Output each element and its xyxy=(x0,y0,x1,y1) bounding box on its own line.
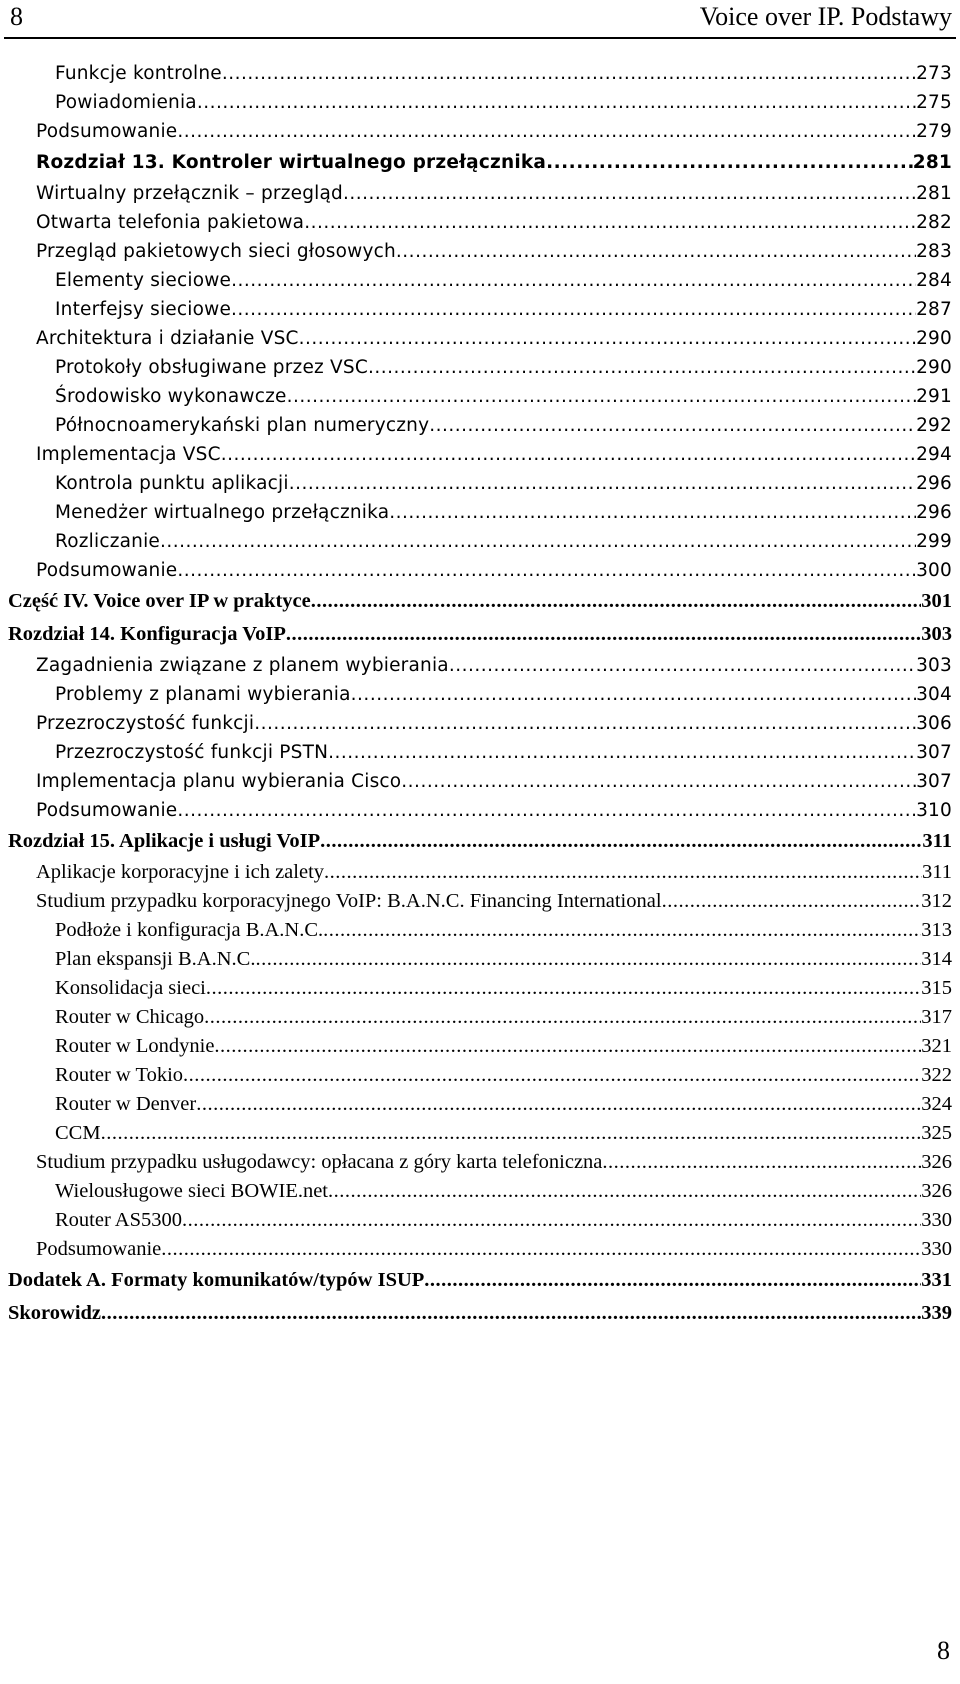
toc-entry-label: Podsumowanie xyxy=(36,121,178,142)
toc-entry-label: Podsumowanie xyxy=(36,1238,162,1260)
toc-entry[interactable] xyxy=(0,59,960,88)
toc-entry-label: Studium przypadku usługodawcy: opłacana z góry karta telefoniczna xyxy=(36,1151,603,1173)
toc-entry-label: Plan ekspansji B.A.N.C. xyxy=(55,948,256,970)
toc-entry-label: Menedżer wirtualnego przełącznika xyxy=(55,502,390,523)
toc-leader-dots xyxy=(231,266,916,295)
toc-entry-page: 287 xyxy=(916,299,952,320)
toc-leader-dots xyxy=(389,498,916,527)
header-page-number: 8 xyxy=(10,2,23,31)
toc-leader-dots xyxy=(320,825,922,858)
toc-leader-dots xyxy=(662,887,922,916)
toc-entry[interactable] xyxy=(0,1090,960,1119)
toc-entry[interactable] xyxy=(0,295,960,324)
toc-entry-label: Implementacja VSC xyxy=(36,444,221,465)
toc-entry-page: 324 xyxy=(921,1093,952,1115)
toc-entry-page: 307 xyxy=(916,771,952,792)
toc-leader-dots xyxy=(183,1061,921,1090)
toc-entry-label: Problemy z planami wybierania xyxy=(55,684,351,705)
toc-leader-dots xyxy=(289,469,916,498)
toc-entry-label: Aplikacje korporacyjne i ich zalety xyxy=(36,861,325,883)
toc-entry-page: 294 xyxy=(916,444,952,465)
toc-entry[interactable] xyxy=(0,767,960,796)
toc-entry-label: Protokoły obsługiwane przez VSC xyxy=(55,357,368,378)
toc-entry-label: Część IV. Voice over IP w praktyce xyxy=(8,590,311,612)
toc-entry-label: Podsumowanie xyxy=(36,800,178,821)
toc-leader-dots xyxy=(429,411,916,440)
toc-leader-dots xyxy=(255,945,921,974)
toc-entry-label: Otwarta telefonia pakietowa xyxy=(36,212,305,233)
toc-leader-dots xyxy=(602,1148,921,1177)
toc-leader-dots xyxy=(449,651,916,680)
toc-chapter-entry[interactable] xyxy=(0,825,960,858)
toc-leader-dots xyxy=(177,796,916,825)
toc-leader-dots xyxy=(182,1206,921,1235)
toc-entry-label: Router w Londynie xyxy=(55,1035,215,1057)
toc-chapter-entry[interactable] xyxy=(0,1264,960,1297)
toc-entry-label: Funkcje kontrolne xyxy=(55,63,222,84)
toc-entry-page: 296 xyxy=(916,502,952,523)
toc-entry[interactable] xyxy=(0,117,960,146)
toc-entry-label: Router w Tokio xyxy=(55,1064,184,1086)
toc-entry-page: 330 xyxy=(921,1238,952,1260)
toc-leader-dots xyxy=(323,916,921,945)
toc-entry-label: Dodatek A. Formaty komunikatów/typów ISUP xyxy=(8,1269,425,1291)
toc-entry-page: 311 xyxy=(922,830,952,852)
toc-entry-page: 299 xyxy=(916,531,952,552)
toc-entry[interactable] xyxy=(0,1177,960,1206)
toc-entry-page: 325 xyxy=(921,1122,952,1144)
toc-entry-label: Router AS5300 xyxy=(55,1209,182,1231)
toc-entry-page: 312 xyxy=(921,890,952,912)
toc-entry-label: Router w Chicago xyxy=(55,1006,205,1028)
toc-entry-label: Skorowidz xyxy=(8,1302,102,1324)
toc-entry[interactable] xyxy=(0,498,960,527)
toc-entry-page: 303 xyxy=(916,655,952,676)
toc-entry-label: Rozdział 15. Aplikacje i usługi VoIP xyxy=(8,830,321,852)
toc-leader-dots xyxy=(101,1297,921,1330)
toc-entry-page: 321 xyxy=(921,1035,952,1057)
toc-entry[interactable] xyxy=(0,469,960,498)
toc-entry[interactable] xyxy=(0,324,960,353)
toc-entry-page: 284 xyxy=(916,270,952,291)
toc-leader-dots xyxy=(222,59,916,88)
toc-entry-label: Rozdział 14. Konfiguracja VoIP xyxy=(8,623,286,645)
toc-leader-dots xyxy=(286,618,921,651)
toc-leader-dots xyxy=(221,440,916,469)
toc-entry[interactable] xyxy=(0,1061,960,1090)
toc-leader-dots xyxy=(424,1264,921,1297)
toc-entry-page: 326 xyxy=(921,1180,952,1202)
toc-entry[interactable] xyxy=(0,1003,960,1032)
toc-leader-dots xyxy=(214,1032,921,1061)
toc-entry-page: 330 xyxy=(921,1209,952,1231)
toc-entry-label: Północnoamerykański plan numeryczny xyxy=(55,415,430,436)
toc-entry[interactable] xyxy=(0,945,960,974)
toc-leader-dots xyxy=(299,324,916,353)
toc-entry-label: Powiadomienia xyxy=(55,92,197,113)
toc-leader-dots xyxy=(311,585,922,618)
toc-entry-page: 301 xyxy=(921,590,952,612)
toc-entry-page: 283 xyxy=(916,241,952,262)
toc-leader-dots xyxy=(206,974,921,1003)
toc-leader-dots xyxy=(177,556,916,585)
toc-entry[interactable] xyxy=(0,1148,960,1177)
toc-entry-label: Przezroczystość funkcji PSTN xyxy=(55,742,329,763)
toc-entry-page: 317 xyxy=(921,1006,952,1028)
toc-chapter-entry[interactable] xyxy=(0,585,960,618)
toc-entry[interactable] xyxy=(0,556,960,585)
toc-entry-label: Zagadnienia związane z planem wybierania xyxy=(36,655,449,676)
toc-leader-dots xyxy=(254,709,916,738)
footer-page-number: 8 xyxy=(937,1636,950,1665)
toc-chapter-entry[interactable] xyxy=(0,1297,960,1330)
toc-leader-dots xyxy=(343,179,916,208)
toc-entry-page: 281 xyxy=(912,152,952,173)
toc-entry[interactable] xyxy=(0,974,960,1003)
header-rule xyxy=(4,37,956,39)
toc-entry-page: 279 xyxy=(916,121,952,142)
toc-leader-dots xyxy=(401,767,916,796)
toc-leader-dots xyxy=(161,1235,921,1264)
toc-entry-label: Kontrola punktu aplikacji xyxy=(55,473,289,494)
toc-leader-dots xyxy=(351,680,916,709)
toc-entry[interactable] xyxy=(0,916,960,945)
toc-entry-label: Wielousługowe sieci BOWIE.net xyxy=(55,1180,329,1202)
toc-entry[interactable] xyxy=(0,88,960,117)
toc-entry-page: 314 xyxy=(921,948,952,970)
toc-entry-page: 292 xyxy=(916,415,952,436)
toc-leader-dots xyxy=(546,146,913,179)
toc-leader-dots xyxy=(396,237,916,266)
toc-entry-label: Środowisko wykonawcze xyxy=(55,386,287,407)
toc-leader-dots xyxy=(231,295,916,324)
toc-entry-page: 322 xyxy=(921,1064,952,1086)
running-title: Voice over IP. Podstawy xyxy=(699,2,952,31)
toc-chapter-entry[interactable] xyxy=(0,146,960,179)
toc-leader-dots xyxy=(197,88,916,117)
toc-entry-page: 281 xyxy=(916,183,952,204)
toc-entry-page: 296 xyxy=(916,473,952,494)
toc-entry-page: 304 xyxy=(916,684,952,705)
toc-entry-page: 310 xyxy=(916,800,952,821)
toc-leader-dots xyxy=(177,117,916,146)
toc-entry[interactable] xyxy=(0,382,960,411)
toc-entry[interactable] xyxy=(0,796,960,825)
toc-entry[interactable] xyxy=(0,440,960,469)
table-of-contents xyxy=(0,59,960,1330)
toc-entry[interactable] xyxy=(0,738,960,767)
toc-entry-label: Rozdział 13. Kontroler wirtualnego przełącznika xyxy=(36,152,547,173)
toc-entry-label: Rozliczanie xyxy=(55,531,160,552)
toc-entry-label: Studium przypadku korporacyjnego VoIP: B.A.N.C. Financing International xyxy=(36,890,662,912)
toc-entry-page: 300 xyxy=(916,560,952,581)
toc-entry-label: Wirtualny przełącznik – przegląd xyxy=(36,183,343,204)
toc-entry[interactable] xyxy=(0,1235,960,1264)
toc-entry[interactable] xyxy=(0,411,960,440)
toc-entry-label: Architektura i działanie VSC xyxy=(36,328,299,349)
toc-entry[interactable] xyxy=(0,208,960,237)
toc-chapter-entry[interactable] xyxy=(0,618,960,651)
toc-entry-label: Przezroczystość funkcji xyxy=(36,713,255,734)
toc-entry[interactable] xyxy=(0,680,960,709)
toc-entry-page: 311 xyxy=(922,861,952,883)
toc-entry[interactable] xyxy=(0,651,960,680)
toc-entry[interactable] xyxy=(0,353,960,382)
toc-entry-page: 339 xyxy=(921,1302,952,1324)
toc-entry-page: 331 xyxy=(921,1269,952,1291)
toc-entry-page: 306 xyxy=(916,713,952,734)
toc-leader-dots xyxy=(328,738,916,767)
toc-entry-label: Przegląd pakietowych sieci głosowych xyxy=(36,241,396,262)
toc-entry-page: 315 xyxy=(921,977,952,999)
toc-entry-page: 291 xyxy=(916,386,952,407)
toc-entry[interactable] xyxy=(0,237,960,266)
toc-entry[interactable] xyxy=(0,1206,960,1235)
toc-entry-label: Konsolidacja sieci xyxy=(55,977,206,999)
toc-entry-page: 303 xyxy=(921,623,952,645)
toc-entry-page: 326 xyxy=(921,1151,952,1173)
toc-entry-label: Elementy sieciowe xyxy=(55,270,232,291)
toc-leader-dots xyxy=(324,858,922,887)
toc-leader-dots xyxy=(160,527,916,556)
toc-entry-page: 290 xyxy=(916,328,952,349)
toc-entry[interactable] xyxy=(0,709,960,738)
toc-entry[interactable] xyxy=(0,527,960,556)
toc-leader-dots xyxy=(196,1090,921,1119)
toc-entry-label: Router w Denver xyxy=(55,1093,197,1115)
toc-entry-label: CCM xyxy=(55,1122,101,1144)
toc-entry[interactable] xyxy=(0,1032,960,1061)
toc-leader-dots xyxy=(304,208,916,237)
toc-entry-page: 307 xyxy=(916,742,952,763)
page-header xyxy=(0,0,960,42)
toc-entry-page: 275 xyxy=(916,92,952,113)
toc-entry-label: Podsumowanie xyxy=(36,560,178,581)
toc-leader-dots xyxy=(101,1119,922,1148)
toc-entry[interactable] xyxy=(0,887,960,916)
toc-entry-page: 313 xyxy=(921,919,952,941)
toc-entry[interactable] xyxy=(0,858,960,887)
toc-entry-page: 282 xyxy=(916,212,952,233)
toc-leader-dots xyxy=(328,1177,921,1206)
toc-leader-dots xyxy=(368,353,916,382)
toc-entry-label: Implementacja planu wybierania Cisco xyxy=(36,771,402,792)
toc-entry[interactable] xyxy=(0,266,960,295)
toc-leader-dots xyxy=(287,382,916,411)
toc-entry-label: Podłoże i konfiguracja B.A.N.C. xyxy=(55,919,324,941)
toc-entry[interactable] xyxy=(0,1119,960,1148)
toc-leader-dots xyxy=(204,1003,921,1032)
toc-entry-label: Interfejsy sieciowe xyxy=(55,299,232,320)
toc-entry[interactable] xyxy=(0,179,960,208)
toc-entry-page: 273 xyxy=(916,63,952,84)
toc-entry-page: 290 xyxy=(916,357,952,378)
